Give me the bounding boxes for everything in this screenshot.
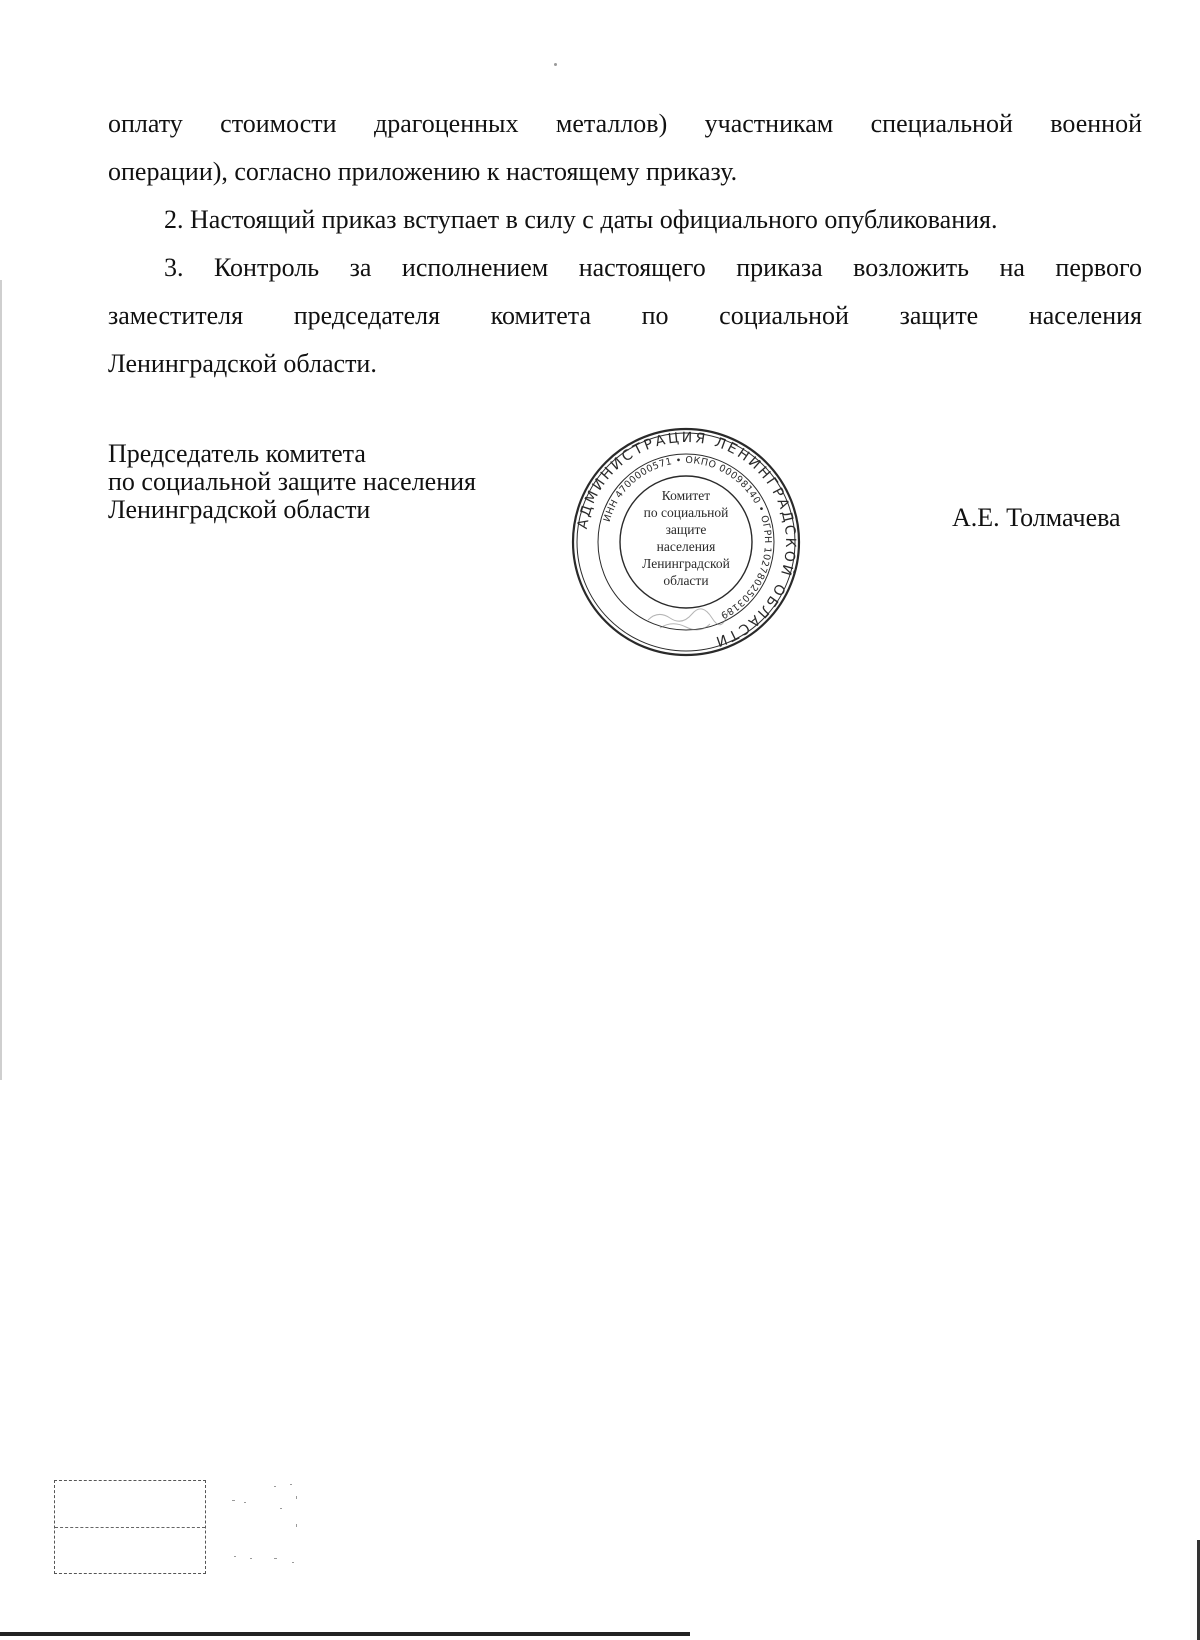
signer-title-line-2: по социальной защите населения	[108, 467, 477, 496]
seal-outer-text: АДМИНИСТРАЦИЯ ЛЕНИНГРАДСКОЙ ОБЛАСТИ	[574, 429, 799, 650]
paragraph-1-line-1: оплату стоимости драгоценных металлов) участникам специальной военной	[108, 109, 1142, 138]
seal-middle-text: ИНН 4700000571 • ОКПО 00098140 • ОГРН 1027802503189	[601, 454, 774, 621]
registration-box-divider	[55, 1527, 205, 1528]
paragraph-3-line-2: заместителя председателя комитета по социальной защите населения	[108, 301, 1142, 330]
seal-center-line-1: Комитет	[661, 488, 711, 503]
seal-center-line-4: населения	[656, 539, 716, 554]
signer-block	[108, 440, 476, 524]
seal-center-line-3: защите	[665, 522, 707, 537]
official-seal	[568, 424, 804, 660]
seal-signature-scribble	[648, 609, 728, 630]
scan-bottom-line	[0, 1632, 690, 1636]
scan-speck	[554, 63, 557, 66]
paragraph-1-line-2: операции), согласно приложению к настоящему приказу.	[108, 157, 738, 186]
paragraph-3-line-1: 3. Контроль за исполнением настоящего приказа возложить на первого	[164, 253, 1142, 282]
order-body	[108, 100, 1142, 388]
seal-center-line-2: по социальной	[643, 505, 729, 520]
signer-name: А.Е. Толмачева	[952, 503, 1121, 532]
paragraph-3-line-3: Ленинградской области.	[108, 349, 377, 378]
scan-specks	[230, 1482, 314, 1572]
paragraph-2: 2. Настоящий приказ вступает в силу с даты официального опубликования.	[164, 205, 998, 234]
scan-edge-left	[0, 280, 2, 1080]
seal-center-line-5: Ленинградской	[642, 556, 730, 571]
registration-box	[54, 1480, 206, 1574]
signer-title-line-3: Ленинградской области	[108, 495, 371, 524]
seal-center-line-6: области	[663, 573, 709, 588]
signer-title-line-1: Председатель комитета	[108, 439, 366, 468]
